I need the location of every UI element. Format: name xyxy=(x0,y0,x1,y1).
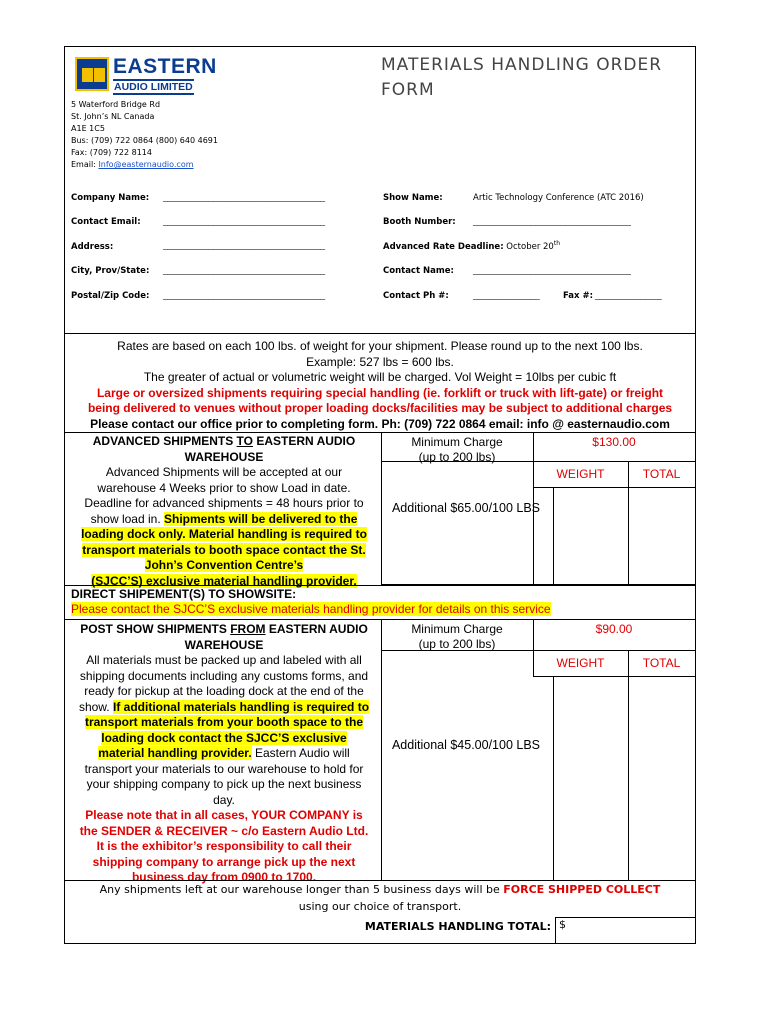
advanced-title-to: TO xyxy=(236,434,253,448)
fax-label: Fax #: xyxy=(563,291,594,301)
post-body7: your shipping company to pick up the next business xyxy=(86,777,362,791)
postal-label: Postal/Zip Code: xyxy=(71,291,150,301)
post-note1: Please note that in all cases, YOUR COMPANY is xyxy=(85,808,363,822)
company-name-field[interactable]: _______________________________________ xyxy=(163,193,325,202)
footer-line1 xyxy=(65,881,695,898)
footer-notice xyxy=(65,881,695,915)
post-body2: shipping documents including any customs forms, and xyxy=(79,668,369,683)
advanced-body3: Deadline for advanced shipments = 48 hours prior to xyxy=(84,496,364,510)
post-body3: ready for pickup at the loading dock at the end of the xyxy=(84,684,364,698)
post-note2: the SENDER & RECEIVER ~ c/o Eastern Audio Ltd. xyxy=(79,823,369,838)
post-title-a: POST SHOW SHIPMENTS xyxy=(80,622,231,636)
company-name-label: Company Name: xyxy=(71,193,150,203)
deadline-value: October 20 xyxy=(506,241,554,252)
advanced-total-header: TOTAL xyxy=(642,467,681,481)
advanced-weight-header: WEIGHT xyxy=(556,467,605,481)
footer-line1a: Any shipments left at our warehouse longer than 5 business days will be xyxy=(99,883,504,896)
advanced-price: $130.00 xyxy=(592,435,636,449)
order-form-page xyxy=(64,46,696,944)
materials-handling-total-field[interactable] xyxy=(555,917,695,944)
oversize-warning-line2: being delivered to venues without proper loading docks/facilities may be subject to additional charges xyxy=(87,401,673,415)
contact-email-label: Contact Email: xyxy=(71,217,141,227)
city-label: City, Prov/State: xyxy=(71,266,150,276)
contact-phone-label: Contact Ph #: xyxy=(383,291,449,301)
post-additional-sep xyxy=(553,677,554,881)
post-note5: business day from 0900 to 1700. xyxy=(131,870,317,884)
post-note4: shipping company to arrange pick up the next xyxy=(92,854,356,869)
rates-line1: Rates are based on each 100 lbs. of weight for your shipment. Please round up to the next 100 lbs. xyxy=(117,339,643,353)
email-line xyxy=(71,159,218,171)
contact-name-label: Contact Name: xyxy=(383,266,454,276)
advanced-title-b: EASTERN AUDIO xyxy=(253,434,356,448)
postal-field[interactable]: _______________________________________ xyxy=(163,291,325,300)
show-name-label: Show Name: xyxy=(383,193,443,203)
rates-line3: The greater of actual or volumetric weight will be charged. Vol Weight = 10lbs per cubic ft xyxy=(143,370,617,384)
post-body8: day. xyxy=(213,792,235,807)
advanced-hl3-row xyxy=(69,558,379,574)
fax-number: Fax: (709) 722 8114 xyxy=(71,148,152,157)
rates-line2: Example: 527 lbs = 600 lbs. xyxy=(306,354,454,369)
total-currency: $ xyxy=(559,918,566,931)
advanced-body4b: Shipments will be delivered to the xyxy=(164,511,358,526)
address-line2: St. John’s NL Canada xyxy=(71,112,155,121)
post-min-weight: (up to 200 lbs) xyxy=(418,637,496,651)
office-contact-line: Please contact our office prior to completing form. Ph: (709) 722 0864 email: info @ easternaudio.com xyxy=(90,416,670,431)
form-title-line2: FORM xyxy=(381,80,435,100)
post-title-b: EASTERN AUDIO xyxy=(265,622,368,636)
post-min-charge-label: Minimum Charge xyxy=(411,622,503,636)
post-hl4-row xyxy=(69,746,379,762)
advanced-min-weight: (up to 200 lbs) xyxy=(418,450,496,464)
direct-note: Please contact the SJCC’S exclusive materials handling provider for details on this service xyxy=(71,602,551,616)
post-title-from: FROM xyxy=(230,622,266,636)
logo-name: EASTERN xyxy=(113,55,217,78)
advanced-body2: warehouse 4 Weeks prior to show Load in date. xyxy=(97,480,351,495)
post-price: $90.00 xyxy=(595,622,633,636)
post-body1: All materials must be packed up and labeled with all xyxy=(86,653,362,667)
fax-field[interactable]: ________________ xyxy=(595,291,662,300)
show-name-value: Artic Technology Conference (ATC 2016) xyxy=(473,193,644,203)
post-weight-sep xyxy=(628,651,629,881)
advanced-min-charge xyxy=(381,435,533,465)
address-label: Address: xyxy=(71,242,114,252)
advanced-title-a: ADVANCED SHIPMENTS xyxy=(92,434,237,448)
post-additional-rate: Additional $45.00/100 LBS xyxy=(391,738,541,752)
post-body6: transport your materials to our warehouse to hold for xyxy=(84,761,364,776)
post-body4b: If additional materials handling is required to xyxy=(112,699,370,714)
advanced-title-warehouse: WAREHOUSE xyxy=(184,449,264,464)
post-title xyxy=(69,622,379,638)
post-body4 xyxy=(69,700,379,716)
logo-mark-icon xyxy=(75,57,109,91)
post-title-warehouse: WAREHOUSE xyxy=(184,637,264,652)
advanced-shipments-text xyxy=(69,434,379,589)
advanced-min-charge-label: Minimum Charge xyxy=(411,435,503,449)
post-hl3: loading dock contact the SJCC’S exclusive xyxy=(101,730,347,745)
advanced-hl1-row xyxy=(69,527,379,543)
deadline-sup: th xyxy=(553,240,560,247)
post-note3: It is the exhibitor’s responsibility to call their xyxy=(96,839,352,853)
contact-name-field[interactable]: ______________________________________ xyxy=(473,266,631,275)
rates-info xyxy=(65,339,695,432)
form-title-line1: MATERIALS HANDLING ORDER xyxy=(381,55,663,75)
advanced-hl2: transport materials to booth space contact the St. xyxy=(82,542,366,557)
advanced-body1: Advanced Shipments will be accepted at our xyxy=(105,465,343,479)
post-hl4: material handling provider. xyxy=(98,746,252,760)
direct-divider xyxy=(65,585,695,586)
advanced-hl1: loading dock only. Material handling is required to xyxy=(81,527,367,541)
total-row xyxy=(361,917,695,944)
deadline-line xyxy=(383,240,560,252)
advanced-hl4: (SJCC’S) exclusive material handling provider. xyxy=(91,573,357,588)
email-link[interactable]: Info@easternaudio.com xyxy=(98,160,194,169)
address-field[interactable]: _______________________________________ xyxy=(163,241,325,250)
bus-phone: Bus: (709) 722 0864 (800) 640 4691 xyxy=(71,136,218,145)
advanced-body4a: show load in. xyxy=(90,511,164,526)
booth-number-label: Booth Number: xyxy=(383,217,456,227)
post-hl2-row xyxy=(69,715,379,731)
oversize-warning-line1: Large or oversized shipments requiring special handling (ie. forklift or truck with lift-gate) or freight xyxy=(96,385,664,400)
advanced-hl2-row xyxy=(69,543,379,559)
address-line1: 5 Waterford Bridge Rd xyxy=(71,100,161,109)
email-label: Email: xyxy=(71,160,99,169)
direct-title: DIRECT SHIPEMENT(S) TO SHOWSITE: xyxy=(71,587,297,601)
company-contact-details xyxy=(71,99,218,171)
post-body5: Eastern Audio will xyxy=(251,746,350,760)
section-divider xyxy=(65,333,695,334)
force-shipped-collect: FORCE SHIPPED COLLECT xyxy=(503,883,661,896)
post-show-text xyxy=(69,622,379,886)
city-field[interactable]: _______________________________________ xyxy=(163,266,325,275)
post-weight-header: WEIGHT xyxy=(556,656,605,670)
advanced-additional-sep xyxy=(553,488,554,585)
logo-subtitle: AUDIO LIMITED xyxy=(114,81,193,93)
post-hl2: transport materials from your booth space to the xyxy=(84,715,364,729)
post-hl3-row xyxy=(69,731,379,747)
advanced-additional-rate: Additional $65.00/100 LBS xyxy=(391,501,541,515)
eastern-audio-logo xyxy=(75,55,245,97)
deadline-label: Advanced Rate Deadline: xyxy=(383,241,504,252)
contact-email-field[interactable]: _______________________________________ xyxy=(163,217,325,226)
footer-line2: using our choice of transport. xyxy=(298,900,462,913)
post-total-header: TOTAL xyxy=(642,656,681,670)
direct-note-row xyxy=(71,602,551,617)
postal-code: A1E 1C5 xyxy=(71,124,105,133)
advanced-title xyxy=(69,434,379,450)
materials-handling-total-label: MATERIALS HANDLING TOTAL: xyxy=(364,920,551,933)
booth-number-field[interactable]: ______________________________________ xyxy=(473,217,631,226)
advanced-body4 xyxy=(69,512,379,528)
post-min-charge xyxy=(381,622,533,652)
post-body4a: show. xyxy=(78,699,113,714)
contact-phone-field[interactable]: ________________ xyxy=(473,291,540,300)
form-title xyxy=(381,53,681,103)
advanced-hl3: John’s Convention Centre’s xyxy=(144,558,304,572)
